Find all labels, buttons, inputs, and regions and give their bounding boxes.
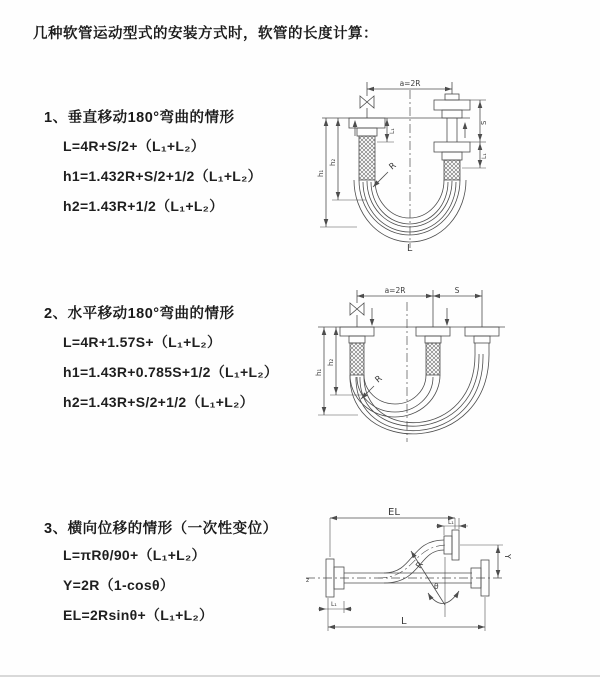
section-3-heading: 3、横向位移的情形（一次性变位） <box>44 521 278 537</box>
dim-label-y: Y <box>503 554 512 559</box>
angle-label: θ <box>434 582 439 591</box>
dim-label-l: L <box>401 616 407 627</box>
radius-label: R <box>387 160 399 173</box>
section-3-formula-L: L=πRθ/90+（L₁+L₂） <box>63 547 206 563</box>
section-2-heading: 2、水平移动180°弯曲的情形 <box>44 306 235 322</box>
section-3-formula-EL: EL=2Rsinθ+（L₁+L₂） <box>63 607 214 623</box>
section-1-formula-h1: h1=1.432R+S/2+1/2（L₁+L₂） <box>63 168 262 184</box>
dim-label-h2: h₂ <box>327 358 335 366</box>
length-label: L <box>407 243 413 254</box>
dim-label-s: S <box>454 286 460 295</box>
section-1-formula-h2: h2=1.43R+1/2（L₁+L₂） <box>63 198 224 214</box>
section-1-heading: 1、垂直移动180°弯曲的情形 <box>44 110 235 126</box>
dim-label-l1-left: L₁ <box>389 128 396 134</box>
diagram-horizontal-bend <box>310 282 600 452</box>
section-2-formula-L: L=4R+1.57S+（L₁+L₂） <box>63 334 222 350</box>
dim-label-l1-bottom: L₁ <box>331 601 337 608</box>
dim-label-l1-top: L₁ <box>448 519 454 526</box>
dim-label-h2: h₂ <box>329 158 337 166</box>
section-2-formula-h2: h2=1.43R+S/2+1/2（L₁+L₂） <box>63 394 254 410</box>
radius-label: R <box>414 560 426 571</box>
axis-break-mark: z <box>306 577 310 584</box>
dim-label-l1-right: L₁ <box>481 153 488 159</box>
dim-label-s: S <box>480 120 488 125</box>
radius-label: R <box>373 373 385 386</box>
section-3-formula-Y: Y=2R（1-cosθ） <box>63 577 175 593</box>
dim-label-el: EL <box>388 507 400 518</box>
diagram-lateral-displacement <box>298 505 600 645</box>
dim-label-a2r: a=2R <box>399 79 421 88</box>
diagram-vertical-bend <box>310 76 600 256</box>
section-2-formula-h1: h1=1.43R+0.785S+1/2（L₁+L₂） <box>63 364 279 380</box>
dim-label-a2r: a=2R <box>384 286 406 295</box>
page-title: 几种软管运动型式的安装方式时，软管的长度计算： <box>33 26 378 42</box>
dim-label-h1: h₁ <box>317 169 325 177</box>
dim-label-h1: h₁ <box>315 368 323 376</box>
section-1-formula-L: L=4R+S/2+（L₁+L₂） <box>63 138 206 154</box>
